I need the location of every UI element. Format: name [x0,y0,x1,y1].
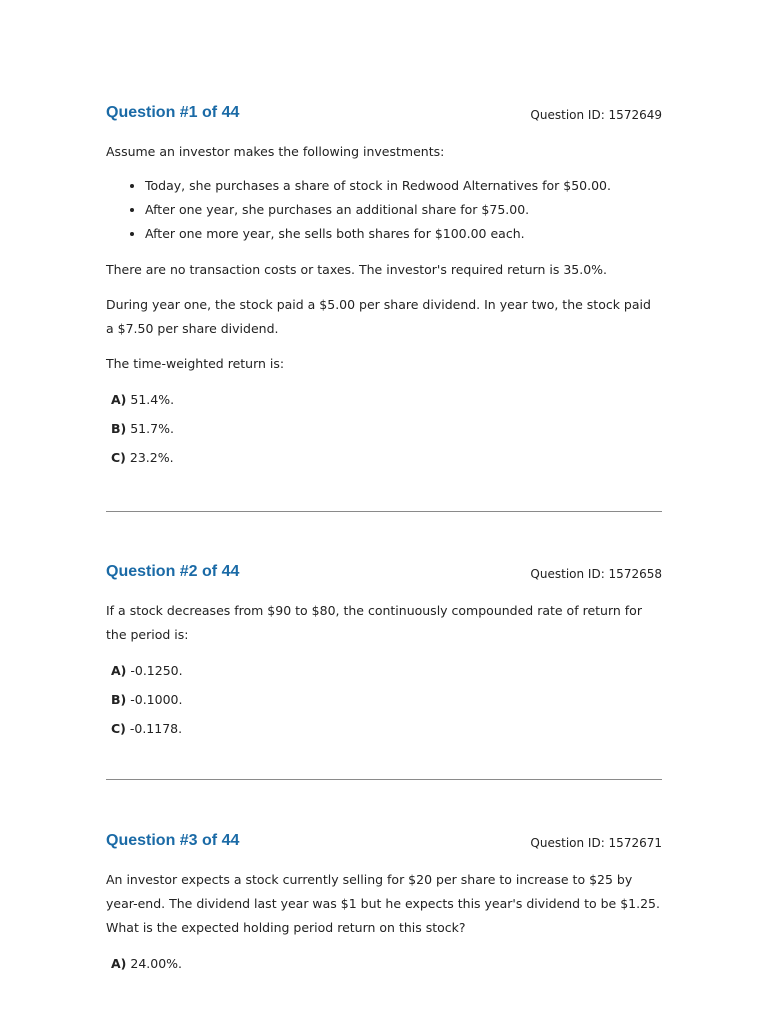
question-id: Question ID: 1572658 [530,567,662,581]
answer-option-b[interactable] [106,688,662,712]
answer-letter: A) [111,956,127,971]
answer-list [106,388,662,470]
answer-option-b[interactable] [106,417,662,441]
question-title: Question #1 of 44 [106,104,240,121]
list-item: • After one year, she purchases an additional share for $75.00. [145,198,662,222]
answer-text: 51.4%. [130,392,175,407]
question-paragraph: There are no transaction costs or taxes. The investor's required return is 35.0%. [106,262,608,277]
answer-letter: C) [111,450,126,465]
question-id: Question ID: 1572649 [530,108,662,122]
answer-letter: C) [111,721,126,736]
bullet-list [106,174,662,246]
answer-text: 51.7%. [130,421,174,436]
answer-text: -0.1250. [130,663,183,678]
question-paragraph: During year one, the stock paid a $5.00 per share dividend. In year two, the stock paid a $7.50 per share dividend. [106,297,651,336]
question-header [106,104,662,134]
answer-letter: B) [111,421,127,436]
answer-option-a[interactable] [106,659,662,683]
question-title: Question #3 of 44 [106,832,240,849]
question-header [106,832,662,862]
question-2 [106,563,662,741]
answer-list [106,952,662,976]
answer-letter: A) [111,663,127,678]
answer-text: -0.1178. [129,721,183,736]
divider [106,779,662,780]
question-header [106,563,662,593]
answer-option-a[interactable] [106,388,662,412]
answer-text: 23.2%. [129,450,174,465]
divider [106,511,662,512]
answer-list [106,659,662,741]
question-1 [106,104,662,470]
question-id: Question ID: 1572671 [530,836,662,850]
answer-letter: B) [111,692,127,707]
answer-option-c[interactable] [106,717,662,741]
question-stem: If a stock decreases from $90 to $80, the continuously compounded rate of return for the period is: [106,603,642,642]
question-stem: The time-weighted return is: [106,356,285,371]
answer-text: 24.00%. [130,956,183,971]
answer-option-c[interactable] [106,446,662,470]
question-stem: An investor expects a stock currently selling for $20 per share to increase to $25 by year-end. The dividend last year was $1 but he expects this year's dividend to be $1.25. What is the expected holding period return on this stock? [106,872,660,935]
answer-option-a[interactable] [106,952,662,976]
list-item: • Today, she purchases a share of stock in Redwood Alternatives for $50.00. [145,174,662,198]
answer-text: -0.1000. [130,692,183,707]
question-3 [106,832,662,976]
list-item: • After one more year, she sells both shares for $100.00 each. [145,222,662,246]
question-title: Question #2 of 44 [106,563,240,580]
answer-letter: A) [111,392,127,407]
question-intro: Assume an investor makes the following investments: [106,144,445,159]
